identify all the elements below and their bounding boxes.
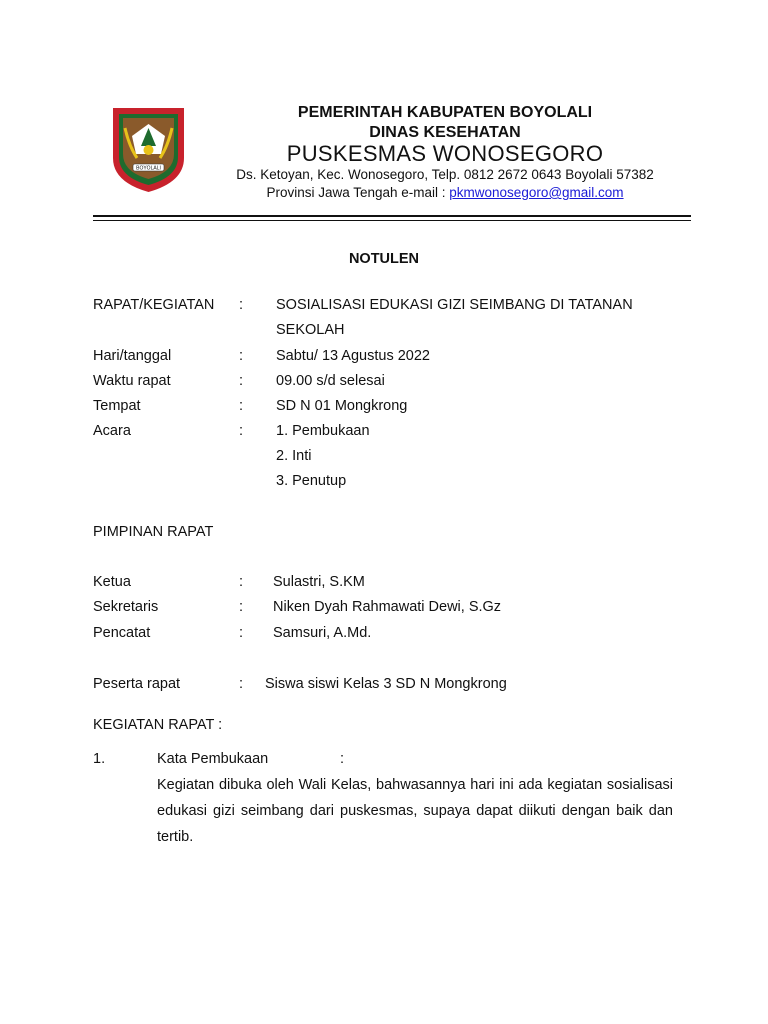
- tanggal-label: Hari/tanggal: [93, 348, 172, 364]
- header-address: Ds. Ketoyan, Kec. Wonosegoro, Telp. 0812 2672 0643 Boyolali 57382: [236, 167, 654, 182]
- peserta-value: Siswa siswi Kelas 3 SD N Mongkrong: [265, 676, 507, 692]
- acara-colon: :: [239, 423, 244, 439]
- header-department: DINAS KESEHATAN: [369, 124, 521, 141]
- header-contact: [200, 185, 690, 200]
- header-email-prefix: Provinsi Jawa Tengah e-mail :: [266, 185, 450, 200]
- pencatat-label: Pencatat: [93, 625, 151, 641]
- tanggal-colon: :: [239, 348, 244, 364]
- kegiatan-item-colon: :: [340, 751, 345, 767]
- rapat-value: SOSIALISASI EDUKASI GIZI SEIMBANG DI TATANAN: [276, 297, 633, 313]
- rapat-value-cont: SEKOLAH: [276, 322, 345, 338]
- logo-ribbon-text: BOYOLALI: [136, 165, 161, 172]
- kegiatan-item-text: Kegiatan dibuka oleh Wali Kelas, bahwasannya hari ini ada kegiatan sosialisasi edukasi gizi seimbang dari puskesmas, supaya dapat diikuti dengan baik dan tertib.: [157, 777, 673, 845]
- ketua-value: Sulastri, S.KM: [273, 574, 365, 590]
- tempat-label: Tempat: [93, 398, 141, 414]
- pencatat-colon: :: [239, 625, 244, 641]
- tempat-value: SD N 01 Mongkrong: [276, 398, 408, 414]
- acara-item: 3. Penutup: [276, 473, 347, 489]
- rapat-label: RAPAT/KEGIATAN: [93, 297, 215, 313]
- waktu-colon: :: [239, 373, 244, 389]
- boyolali-emblem-logo: [111, 106, 186, 194]
- header-government: PEMERINTAH KABUPATEN BOYOLALI: [297, 104, 593, 121]
- ketua-colon: :: [239, 574, 244, 590]
- header-puskesmas: PUSKESMAS WONOSEGORO: [286, 141, 604, 166]
- acara-label: Acara: [93, 423, 131, 439]
- document-title: NOTULEN: [348, 251, 420, 267]
- kegiatan-item-title: Kata Pembukaan: [157, 751, 269, 767]
- pimpinan-heading: PIMPINAN RAPAT: [93, 524, 214, 540]
- sekretaris-value: Niken Dyah Rahmawati Dewi, S.Gz: [273, 599, 502, 615]
- peserta-colon: :: [239, 676, 244, 692]
- pencatat-value: Samsuri, A.Md.: [273, 625, 372, 641]
- sekretaris-label: Sekretaris: [93, 599, 159, 615]
- waktu-value: 09.00 s/d selesai: [276, 373, 385, 389]
- kegiatan-heading: KEGIATAN RAPAT :: [93, 717, 223, 733]
- acara-item: 2. Inti: [276, 448, 312, 464]
- tempat-colon: :: [239, 398, 244, 414]
- kegiatan-item-number: 1.: [93, 751, 106, 767]
- peserta-label: Peserta rapat: [93, 676, 181, 692]
- rapat-colon: :: [239, 297, 244, 313]
- letterhead-divider-thin: [93, 220, 691, 221]
- ketua-label: Ketua: [93, 574, 131, 590]
- tanggal-value: Sabtu/ 13 Agustus 2022: [276, 348, 430, 364]
- waktu-label: Waktu rapat: [93, 373, 171, 389]
- sekretaris-colon: :: [239, 599, 244, 615]
- acara-item: 1. Pembukaan: [276, 423, 370, 439]
- email-link[interactable]: pkmwonosegoro@gmail.com: [449, 185, 624, 200]
- letterhead-divider-thick: [93, 215, 691, 217]
